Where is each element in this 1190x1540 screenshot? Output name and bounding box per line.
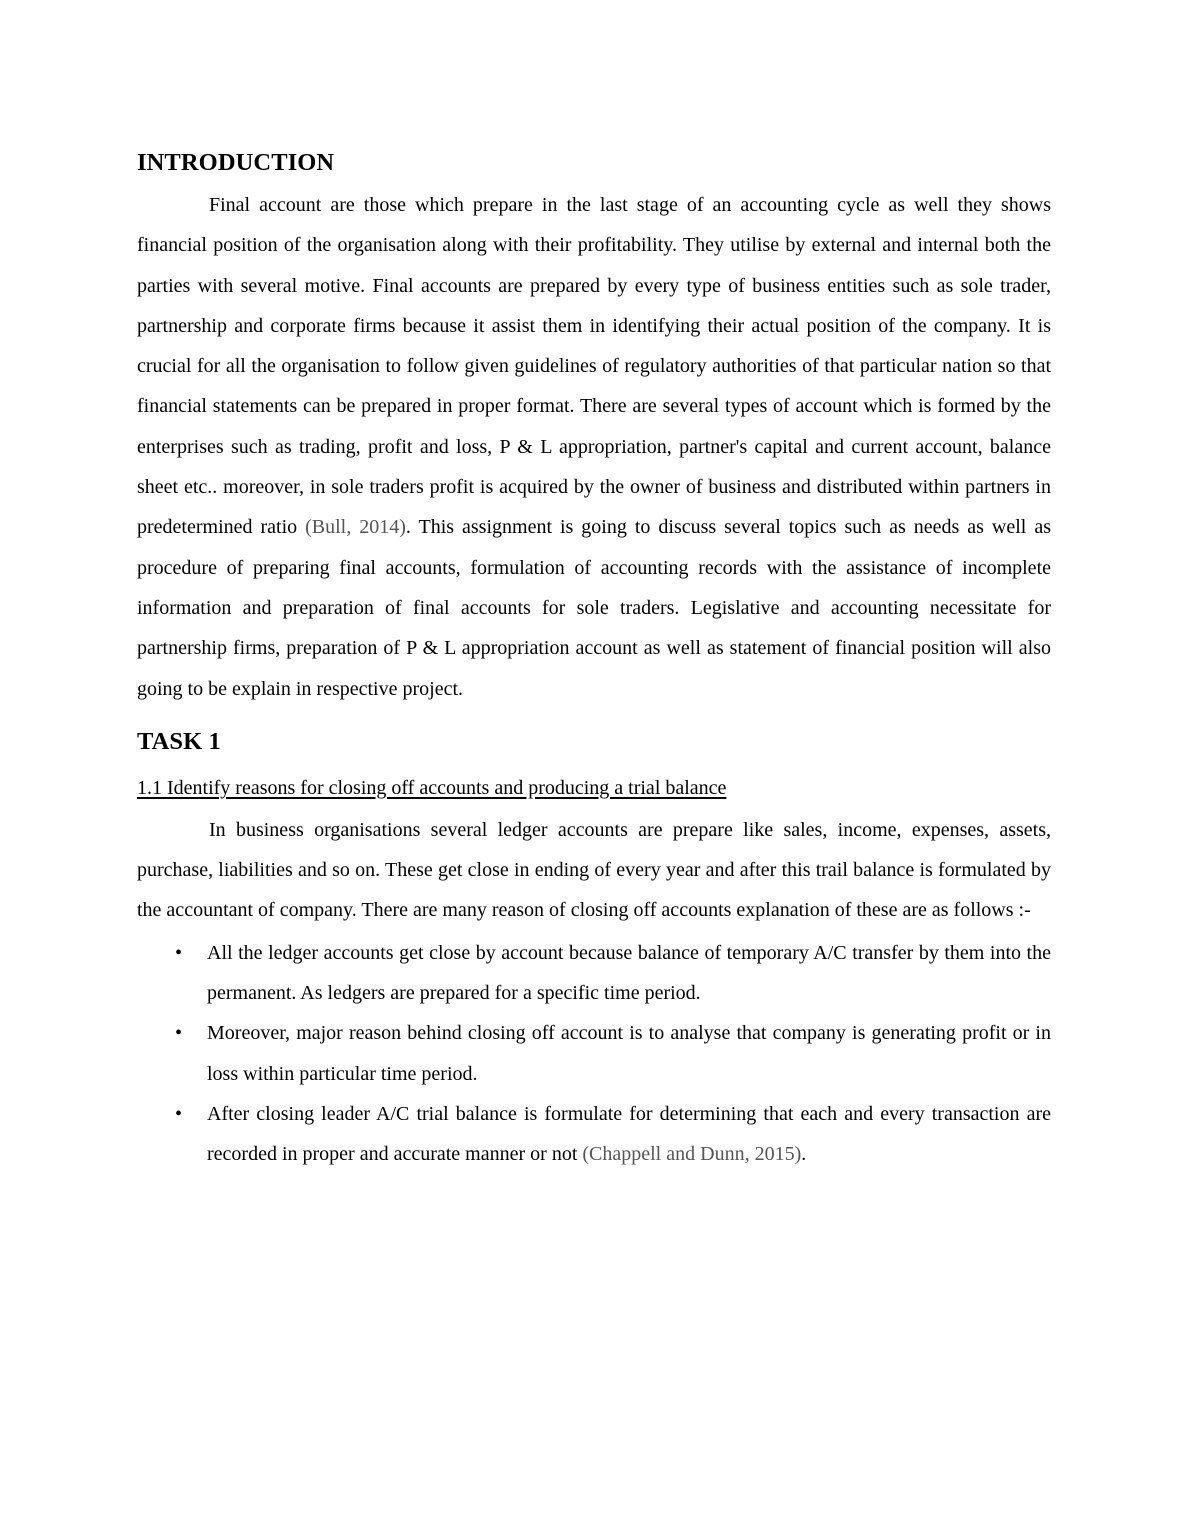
heading-task-1: TASK 1 (137, 727, 221, 755)
list-item-text: Moreover, major reason behind closing off account is to analyse that company is generating profit or in loss within particular time period. (207, 1022, 1051, 1085)
introduction-paragraph (137, 185, 1051, 709)
list-item (137, 933, 1051, 1014)
reasons-bullet-list (137, 933, 1051, 1175)
list-item-text: All the ledger accounts get close by account because balance of temporary A/C transfer by them into the permanent. As ledgers are prepared for a specific time period. (207, 941, 1051, 1005)
list-item-content (207, 1013, 1051, 1094)
list-item-text: After closing leader A/C trial balance is formulate for determining that each and every transaction are recorded in proper and accurate manner or not (207, 1102, 1051, 1166)
list-item-citation: (Chappell and Dunn, 2015) (582, 1143, 802, 1166)
bullet-icon: • (175, 1022, 183, 1045)
task-paragraph: In business organisations several ledger accounts are prepare like sales, income, expenses, assets, purchase, liabilities and so on. These get close in ending of every year and after this trail balance is formulated by the accountant of company. There are many reason of closing off accounts explanation of these are as follows :- (137, 818, 1051, 922)
introduction-text-part2: . This assignment is going to discuss several topics such as needs as well as procedure of preparing final accounts, formulation of accounting records with the assistance of incomplete information and preparation of final accounts for sole traders. Legislative and accounting necessitate for partnership firms, preparation of P & L appropriation account as well as statement of financial position will also going to be explain in respective project. (137, 516, 1052, 700)
list-item-content (207, 1094, 1051, 1175)
list-item-text-after: . (801, 1143, 807, 1166)
bullet-icon: • (175, 1102, 183, 1125)
page-title: INTRODUCTION (137, 149, 335, 176)
list-item-content (207, 933, 1051, 1014)
document-content (137, 143, 1051, 1175)
bullet-icon: • (175, 941, 183, 964)
heading-subsection-1-1: 1.1 Identify reasons for closing off accounts and producing a trial balance (137, 776, 727, 799)
introduction-text-part1: Final account are those which prepare in the last stage of an accounting cycle as well they shows financial position of the organisation along with their profitability. They utilise by external and internal both the parties with several motive. Final accounts are prepared by every type of business entities such as sole trader, partnership and corporate firms because it assist them in identifying their actual position of the company. It is crucial for all the organisation to follow given guidelines of regulatory authorities of that particular nation so that financial statements can be prepared in proper format. There are several types of account which is formed by the enterprises such as trading, profit and loss, P & L appropriation, partner's capital and current account, balance sheet etc.. moreover, in sole traders profit is acquired by the owner of business and distributed within partners in predetermined ratio (137, 194, 1051, 539)
citation-bull-2014: (Bull, 2014) (305, 516, 406, 539)
list-item (137, 1013, 1051, 1094)
list-item (137, 1094, 1051, 1175)
